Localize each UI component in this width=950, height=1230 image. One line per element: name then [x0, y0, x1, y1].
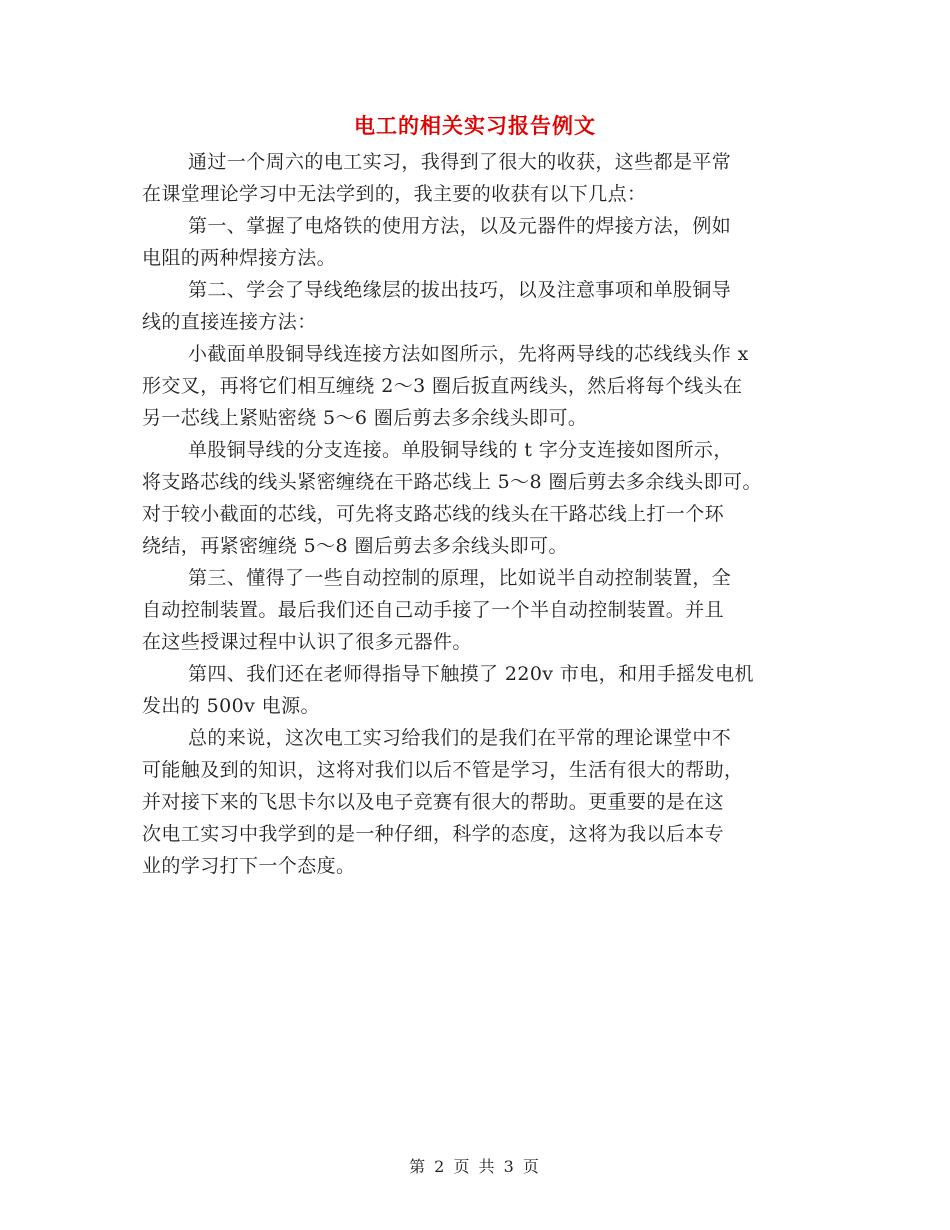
- page-number-footer: 第 2 页 共 3 页: [409, 1157, 541, 1176]
- paragraph-line: 对于较小截面的芯线，可先将支路芯线的线头在干路芯线上打一个环: [142, 503, 725, 525]
- paragraph-line: 可能触及到的知识，这将对我们以后不管是学习，生活有很大的帮助，: [142, 759, 744, 781]
- paragraph-line: 将支路芯线的线头紧密缠绕在干路芯线上 5～8 圈后剪去多余线头即可。: [142, 471, 762, 493]
- paragraph-line: 在这些授课过程中认识了很多元器件。: [142, 631, 472, 653]
- document-title: 电工的相关实习报告例文: [354, 113, 596, 138]
- paragraph-line: 形交叉，再将它们相互缠绕 2～3 圈后扳直两线头，然后将每个线头在: [142, 375, 743, 397]
- paragraph-line: 自动控制装置。最后我们还自己动手接了一个半自动控制装置。并且: [142, 599, 725, 621]
- paragraph-line: 总的来说，这次电工实习给我们的是我们在平常的理论课堂中不: [188, 727, 732, 749]
- paragraph-line: 线的直接连接方法：: [142, 311, 317, 333]
- document-body: [142, 146, 814, 882]
- paragraph-line: 单股铜导线的分支连接。单股铜导线的 t 字分支连接如图所示，: [188, 439, 733, 461]
- paragraph-line: 小截面单股铜导线连接方法如图所示，先将两导线的芯线线头作 x: [188, 343, 749, 365]
- paragraph-line: 电阻的两种焊接方法。: [142, 247, 337, 269]
- paragraph-line: 在课堂理论学习中无法学到的，我主要的收获有以下几点：: [142, 183, 647, 205]
- paragraph-line: 通过一个周六的电工实习，我得到了很大的收获，这些都是平常: [188, 151, 732, 173]
- paragraph-line: 第一、掌握了电烙铁的使用方法，以及元器件的焊接方法，例如: [188, 215, 732, 237]
- paragraph-line: 并对接下来的飞思卡尔以及电子竞赛有很大的帮助。更重要的是在这: [142, 791, 725, 813]
- paragraph-line: 另一芯线上紧贴密绕 5～6 圈后剪去多余线头即可。: [142, 407, 588, 429]
- paragraph-line: 绕结，再紧密缠绕 5～8 圈后剪去多余线头即可。: [142, 535, 568, 557]
- paragraph-line: 次电工实习中我学到的是一种仔细，科学的态度，这将为我以后本专: [142, 823, 725, 845]
- paragraph-line: 业的学习打下一个态度。: [142, 855, 356, 877]
- paragraph-line: 第四、我们还在老师得指导下触摸了 220v 市电，和用手摇发电机: [188, 663, 754, 685]
- paragraph-line: 发出的 500v 电源。: [142, 695, 320, 717]
- paragraph-line: 第二、学会了导线绝缘层的拔出技巧，以及注意事项和单股铜导: [188, 279, 732, 301]
- paragraph-line: 第三、懂得了一些自动控制的原理，比如说半自动控制装置，全: [188, 567, 732, 589]
